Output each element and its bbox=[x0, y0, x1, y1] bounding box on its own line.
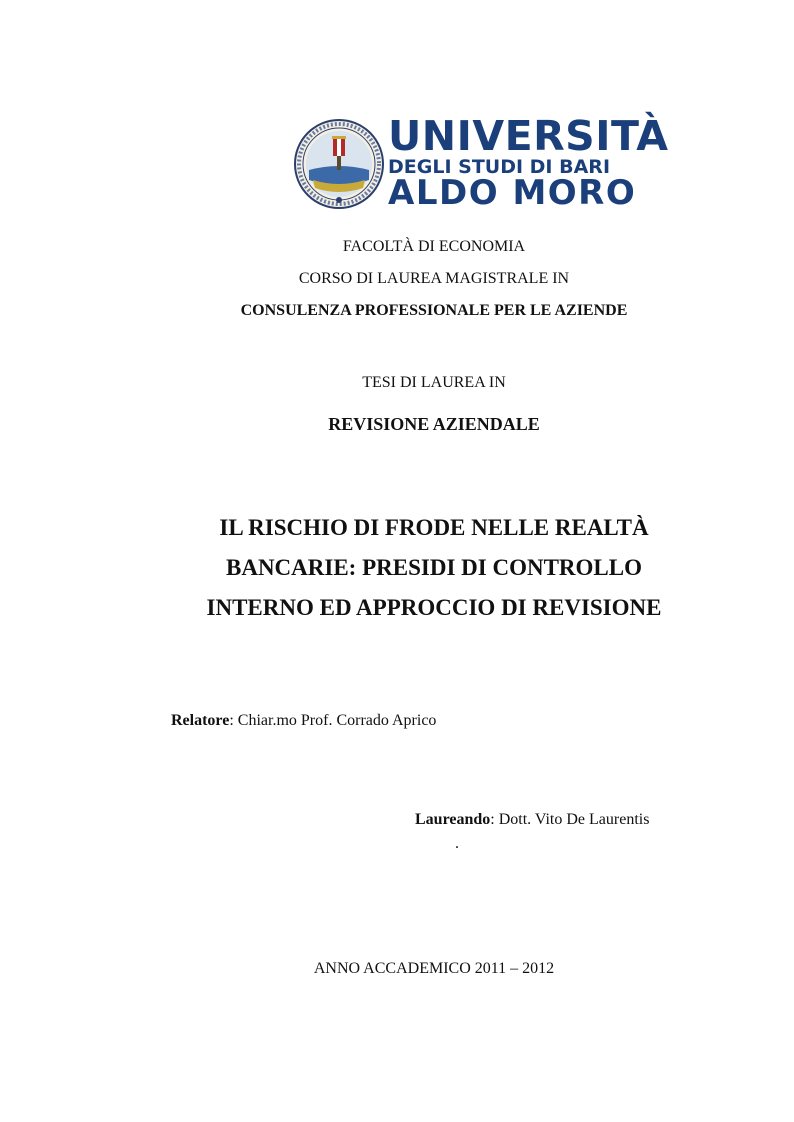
stray-dot: . bbox=[455, 835, 459, 852]
faculty-name: FACOLTÀ DI ECONOMIA bbox=[342, 238, 526, 255]
thesis-title-line-3: INTERNO ED APPROCCIO DI REVISIONE bbox=[206, 595, 662, 620]
degree-programme: CONSULENZA PROFESSIONALE PER LE AZIENDE bbox=[240, 302, 628, 319]
thesis-title-line-2: BANCARIE: PRESIDI DI CONTROLLO bbox=[226, 555, 642, 580]
logo-degli-studi-text: DEGLI STUDI DI BARI bbox=[388, 156, 611, 178]
laureando-name: : Dott. Vito De Laurentis bbox=[490, 811, 650, 828]
degree-course: CORSO DI LAUREA MAGISTRALE IN bbox=[298, 270, 570, 287]
university-seal-icon bbox=[293, 118, 385, 210]
logo-university-text: UNIVERSITÀ bbox=[388, 112, 669, 160]
thesis-subject: REVISIONE AZIENDALE bbox=[328, 414, 540, 434]
relatore-name: : Chiar.mo Prof. Corrado Aprico bbox=[229, 712, 437, 729]
relatore-line bbox=[171, 712, 436, 730]
logo-aldo-moro-text: ALDO MORO bbox=[388, 173, 637, 213]
laureando-label: Laureando bbox=[415, 811, 491, 828]
academic-year: ANNO ACCADEMICO 2011 – 2012 bbox=[313, 960, 555, 977]
thesis-title-line-1: IL RISCHIO DI FRODE NELLE REALTÀ bbox=[219, 515, 649, 540]
thesis-label: TESI DI LAUREA IN bbox=[362, 374, 506, 391]
relatore-label: Relatore bbox=[171, 712, 230, 729]
university-logo bbox=[293, 112, 669, 214]
laureando-line bbox=[415, 811, 649, 829]
